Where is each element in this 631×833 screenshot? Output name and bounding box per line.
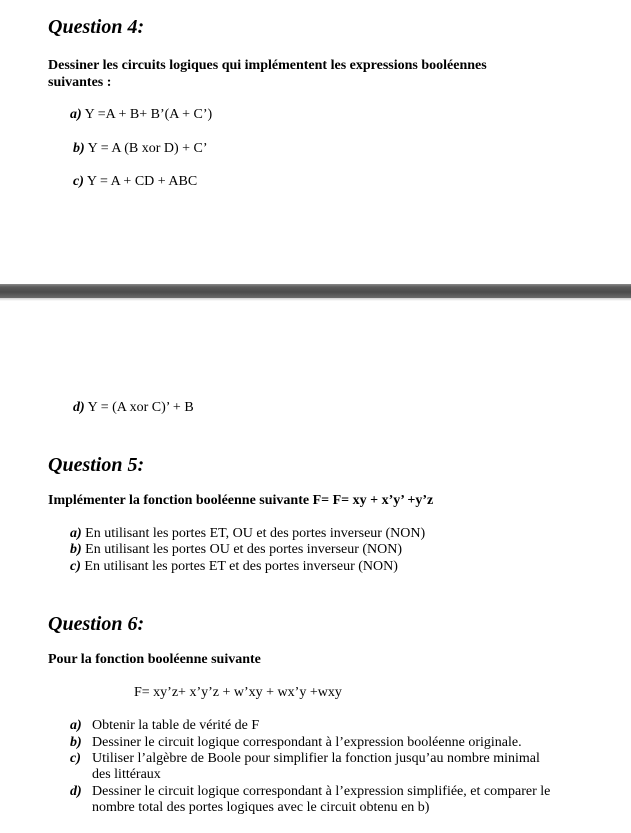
question-4-intro-line2: suivantes : <box>48 75 112 90</box>
question-6-intro: Pour la fonction booléenne suivante <box>48 652 261 667</box>
question-4-intro-line1: Dessiner les circuits logiques qui implémentent les expressions booléennes <box>48 58 487 73</box>
item-expression: Y = A + CD + ABC <box>86 174 198 189</box>
question-6-item-c <box>70 751 81 767</box>
item-label: a) <box>70 107 82 122</box>
question-6-item-b-text: Dessiner le circuit logique correspondant à l’expression booléenne originale. <box>92 735 522 750</box>
question-4-item-a <box>70 107 212 123</box>
question-5-item-c <box>70 559 398 575</box>
item-label: d) <box>70 784 82 799</box>
item-label: d) <box>73 400 85 415</box>
page-break-shadow <box>0 298 631 301</box>
question-6-item-c-text: Utiliser l’algèbre de Boole pour simplifier la fonction jusqu’au nombre minimal des littéraux <box>92 751 540 782</box>
question-5-item-a <box>70 526 425 542</box>
question-5-intro: Implémenter la fonction booléenne suivante F= F= xy + x’y’ +y’z <box>48 493 434 508</box>
item-label: c) <box>70 751 81 766</box>
question-6-item-b <box>70 735 82 751</box>
question-6-item-d <box>70 784 82 800</box>
item-text: En utilisant les portes ET, OU et des portes inverseur (NON) <box>85 526 426 541</box>
item-label: b) <box>73 141 85 156</box>
question-4-title: Question 4: <box>48 16 145 38</box>
item-expression: Y = A (B xor D) + C’ <box>87 141 208 156</box>
question-4-item-c <box>73 174 197 190</box>
question-4-item-b <box>73 141 208 157</box>
item-expression: Y =A + B+ B’(A + C’) <box>84 107 213 122</box>
item-label: c) <box>73 174 84 189</box>
item-label: c) <box>70 559 81 574</box>
item-label: a) <box>70 718 82 733</box>
question-6-title: Question 6: <box>48 613 145 635</box>
question-4-item-d <box>73 400 194 416</box>
item-expression: Y = (A xor C)’ + B <box>87 400 194 415</box>
question-6-item-a <box>70 718 82 734</box>
page-break-divider <box>0 284 631 298</box>
item-text: En utilisant les portes OU et des portes inverseur (NON) <box>85 542 403 557</box>
item-label: a) <box>70 526 82 541</box>
question-6-item-d-text: Dessiner le circuit logique correspondant à l’expression simplifiée, et comparer le nombre total des portes logiques avec le circuit obtenu en b) <box>92 784 551 815</box>
question-5-item-b <box>70 542 402 558</box>
item-label: b) <box>70 542 82 557</box>
question-5-title: Question 5: <box>48 454 145 476</box>
question-6-formula: F= xy’z+ x’y’z + w’xy + wx’y +wxy <box>134 685 342 700</box>
item-text: En utilisant les portes ET et des portes inverseur (NON) <box>84 559 398 574</box>
question-6-item-a-text: Obtenir la table de vérité de F <box>92 718 260 733</box>
item-label: b) <box>70 735 82 750</box>
